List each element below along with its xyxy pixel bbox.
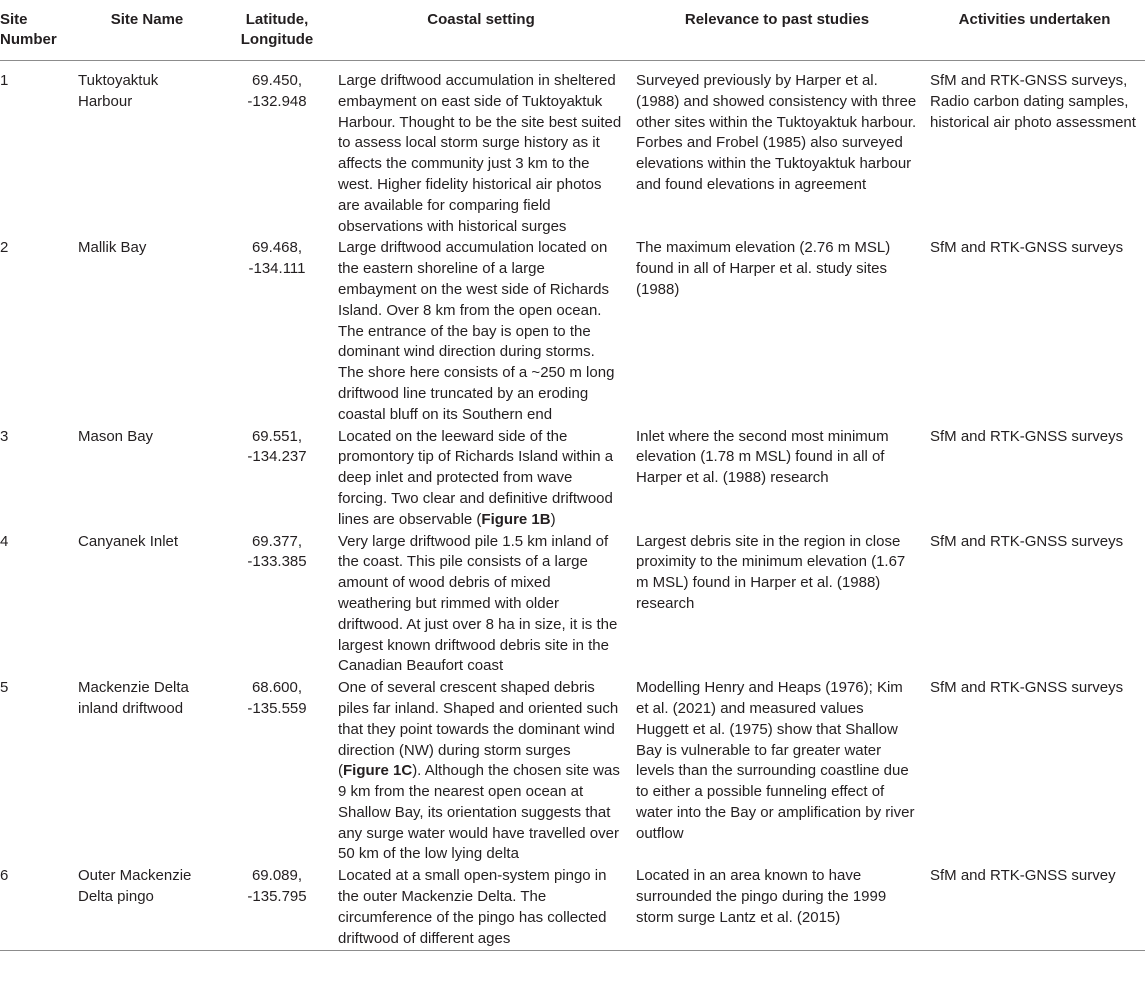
longitude: -133.385	[247, 553, 307, 571]
site-name: Outer Mackenzie Delta pingo	[78, 867, 192, 906]
coastal-setting: Very large driftwood pile 1.5 km inland of the coast. This pile consists of a large amount of wood debris of mixed weathering but rimmed with older driftwood. At just over 8 ha in size, it is the largest known driftwood debris site in the Canadian Beaufort coast	[338, 532, 618, 675]
table-row	[0, 61, 1145, 239]
site-number: 4	[0, 532, 9, 550]
latitude: 69.450,	[251, 72, 303, 89]
site-name: Mackenzie Delta inland driftwood	[78, 679, 189, 717]
setting-text: )	[550, 510, 556, 528]
lat-lon	[222, 532, 332, 679]
header-activities: Activities undertaken	[958, 11, 1111, 28]
header-row	[0, 0, 1145, 61]
coastal-setting: Located at a small open-system pingo in the outer Mackenzie Delta. The circumference of the pingo has collected driftwood of different ages	[338, 867, 607, 947]
table-row	[0, 532, 1145, 679]
site-number: 2	[0, 239, 9, 257]
coastal-setting	[332, 678, 630, 866]
site-name: Canyanek Inlet	[78, 532, 179, 550]
relevance: Modelling Henry and Heaps (1976); Kim et al. (2021) and measured values Huggett et al. (1975) show that Shallow Bay is vulnerable to far greater water levels than the surrounding coastline due to either a possible funneling effect of water into the Bay or amplification by river outflow	[636, 679, 915, 842]
site-number: 3	[0, 427, 9, 445]
lat-lon	[222, 427, 332, 532]
site-name: Mallik Bay	[78, 239, 147, 257]
relevance: The maximum elevation (2.76 m MSL) found in all of Harper et al. study sites (1988)	[636, 239, 891, 298]
setting-text: Located on the leeward side of the promontory tip of Richards Island within a deep inlet and protected from wave forcing. Two clear and definitive driftwood lines are observable (	[338, 427, 614, 528]
table-row	[0, 678, 1145, 866]
table-body	[0, 61, 1145, 951]
site-number: 5	[0, 679, 9, 697]
lat-lon	[222, 678, 332, 866]
activities: SfM and RTK-GNSS surveys, Radio carbon dating samples, historical air photo assessment	[930, 72, 1136, 131]
relevance: Largest debris site in the region in close proximity to the minimum elevation (1.67 m MSL) found in Harper et al. (1988) research	[636, 532, 906, 612]
longitude: -135.559	[247, 699, 307, 717]
figure-reference[interactable]: Figure 1B	[481, 510, 551, 528]
activities: SfM and RTK-GNSS surveys	[930, 679, 1124, 697]
table-header	[0, 0, 1145, 61]
table-row	[0, 866, 1145, 951]
latitude: 69.089,	[251, 867, 303, 885]
figure-reference[interactable]: Figure 1C	[343, 762, 413, 780]
site-number: 1	[0, 72, 9, 89]
longitude: -132.948	[247, 92, 307, 110]
site-name: Mason Bay	[78, 427, 154, 445]
lat-lon	[222, 238, 332, 426]
header-lat-lon: Latitude, Longitude	[240, 11, 314, 48]
longitude: -134.111	[248, 260, 306, 278]
coastal-setting: Large driftwood accumulation in sheltered embayment on east side of Tuktoyaktuk Harbour. Thought to be the site best suited to assess local storm surge history as it affects the community just 3 km to the west. Higher fidelity historical air photos are available for comparing field observations with historical surges	[338, 72, 622, 235]
lat-lon	[222, 866, 332, 951]
relevance: Located in an area known to have surrounded the pingo during the 1999 storm surge Lantz et al. (2015)	[636, 867, 887, 926]
header-coastal-setting: Coastal setting	[427, 11, 535, 28]
table-row	[0, 238, 1145, 426]
latitude: 69.551,	[251, 427, 303, 445]
site-name: Tuktoyaktuk Harbour	[78, 72, 159, 110]
longitude: -135.795	[247, 888, 307, 906]
setting-text: One of several crescent shaped debris piles far inland. Shaped and oriented such that they point towards the dominant wind direction (NW) during storm surges (	[338, 679, 619, 780]
latitude: 69.468,	[251, 239, 303, 257]
activities: SfM and RTK-GNSS surveys	[930, 532, 1124, 550]
table-row	[0, 427, 1145, 532]
coastal-setting	[332, 427, 630, 532]
activities: SfM and RTK-GNSS survey	[930, 867, 1116, 885]
activities: SfM and RTK-GNSS surveys	[930, 239, 1124, 257]
relevance: Surveyed previously by Harper et al. (1988) and showed consistency with three other sites within the Tuktoyaktuk harbour. Forbes and Frobel (1985) also surveyed elevations within the Tuktoyaktuk harbour and found elevations in agreement	[636, 72, 917, 193]
header-site-name: Site Name	[110, 11, 184, 28]
header-relevance: Relevance to past studies	[684, 11, 870, 28]
site-number: 6	[0, 867, 9, 885]
longitude: -134.237	[247, 448, 307, 466]
relevance: Inlet where the second most minimum elevation (1.78 m MSL) found in all of Harper et al. (1988) research	[636, 427, 889, 487]
lat-lon	[222, 61, 332, 239]
coastal-setting: Large driftwood accumulation located on the eastern shoreline of a large embayment on the west side of Richards Island. Over 8 km from the open ocean. The entrance of the bay is open to the dominant wind direction during storms. The shore here consists of a ~250 m long driftwood line truncated by an eroding coastal bluff on its Southern end	[338, 239, 615, 423]
activities: SfM and RTK-GNSS surveys	[930, 427, 1124, 445]
header-site-number: Site Number	[0, 11, 57, 48]
latitude: 68.600,	[251, 679, 303, 697]
setting-text: ). Although the chosen site was 9 km from the nearest open ocean at Shallow Bay, its orientation suggests that any surge water would have travelled over 50 km of the low lying delta	[338, 762, 620, 863]
latitude: 69.377,	[251, 532, 303, 550]
